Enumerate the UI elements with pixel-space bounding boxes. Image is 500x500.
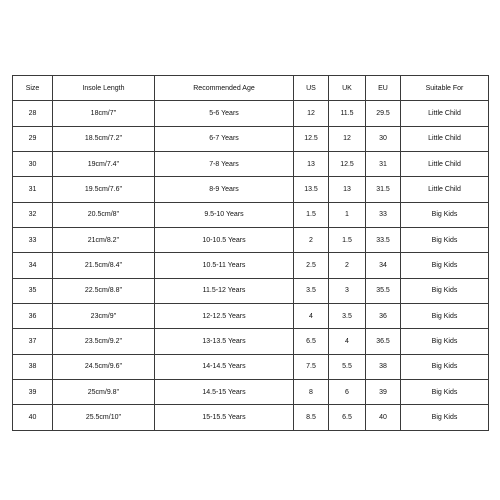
- header-recommended-age: Recommended Age: [155, 76, 294, 101]
- table-row: [13, 101, 489, 126]
- cell-size: 39: [13, 380, 53, 405]
- table-row: [13, 405, 489, 430]
- header-suitable-for: Suitable For: [401, 76, 489, 101]
- cell-recommended-age: 10-10.5 Years: [155, 228, 294, 253]
- cell-insole-length: 25.5cm/10'': [53, 405, 155, 430]
- cell-uk: 2: [329, 253, 366, 278]
- cell-eu: 33.5: [366, 228, 401, 253]
- cell-insole-length: 20.5cm/8'': [53, 202, 155, 227]
- cell-size: 36: [13, 304, 53, 329]
- cell-size: 38: [13, 354, 53, 379]
- cell-suitable-for: Big Kids: [401, 202, 489, 227]
- cell-uk: 12: [329, 126, 366, 151]
- table-row: [13, 202, 489, 227]
- cell-us: 13.5: [294, 177, 329, 202]
- cell-us: 12: [294, 101, 329, 126]
- cell-eu: 33: [366, 202, 401, 227]
- table-row: [13, 304, 489, 329]
- table-body: [13, 101, 489, 430]
- cell-uk: 6: [329, 380, 366, 405]
- cell-recommended-age: 8-9 Years: [155, 177, 294, 202]
- cell-recommended-age: 11.5-12 Years: [155, 278, 294, 303]
- cell-eu: 36.5: [366, 329, 401, 354]
- cell-insole-length: 19.5cm/7.6'': [53, 177, 155, 202]
- header-size: Size: [13, 76, 53, 101]
- cell-us: 8.5: [294, 405, 329, 430]
- cell-size: 35: [13, 278, 53, 303]
- cell-insole-length: 19cm/7.4'': [53, 152, 155, 177]
- cell-uk: 3: [329, 278, 366, 303]
- table-row: [13, 177, 489, 202]
- cell-uk: 1: [329, 202, 366, 227]
- cell-us: 8: [294, 380, 329, 405]
- cell-uk: 5.5: [329, 354, 366, 379]
- cell-uk: 12.5: [329, 152, 366, 177]
- cell-recommended-age: 5-6 Years: [155, 101, 294, 126]
- cell-suitable-for: Little Child: [401, 101, 489, 126]
- cell-suitable-for: Little Child: [401, 177, 489, 202]
- cell-suitable-for: Big Kids: [401, 380, 489, 405]
- cell-recommended-age: 6-7 Years: [155, 126, 294, 151]
- table-row: [13, 329, 489, 354]
- cell-insole-length: 25cm/9.8'': [53, 380, 155, 405]
- cell-size: 32: [13, 202, 53, 227]
- cell-suitable-for: Little Child: [401, 152, 489, 177]
- cell-us: 12.5: [294, 126, 329, 151]
- cell-size: 30: [13, 152, 53, 177]
- cell-eu: 36: [366, 304, 401, 329]
- cell-us: 13: [294, 152, 329, 177]
- cell-size: 29: [13, 126, 53, 151]
- cell-insole-length: 22.5cm/8.8'': [53, 278, 155, 303]
- cell-suitable-for: Big Kids: [401, 304, 489, 329]
- cell-us: 2: [294, 228, 329, 253]
- cell-insole-length: 18.5cm/7.2'': [53, 126, 155, 151]
- table-header-row: [13, 76, 489, 101]
- cell-uk: 13: [329, 177, 366, 202]
- table-row: [13, 380, 489, 405]
- cell-eu: 39: [366, 380, 401, 405]
- cell-eu: 30: [366, 126, 401, 151]
- size-chart-table: [12, 75, 489, 431]
- cell-insole-length: 23cm/9'': [53, 304, 155, 329]
- cell-insole-length: 21cm/8.2'': [53, 228, 155, 253]
- cell-us: 6.5: [294, 329, 329, 354]
- cell-recommended-age: 7-8 Years: [155, 152, 294, 177]
- cell-size: 33: [13, 228, 53, 253]
- cell-size: 37: [13, 329, 53, 354]
- table-row: [13, 228, 489, 253]
- cell-eu: 38: [366, 354, 401, 379]
- cell-us: 2.5: [294, 253, 329, 278]
- cell-recommended-age: 9.5-10 Years: [155, 202, 294, 227]
- cell-recommended-age: 14.5-15 Years: [155, 380, 294, 405]
- cell-eu: 35.5: [366, 278, 401, 303]
- header-eu: EU: [366, 76, 401, 101]
- cell-uk: 1.5: [329, 228, 366, 253]
- cell-suitable-for: Big Kids: [401, 278, 489, 303]
- cell-eu: 34: [366, 253, 401, 278]
- cell-size: 34: [13, 253, 53, 278]
- header-insole-length: Insole Length: [53, 76, 155, 101]
- table-row: [13, 253, 489, 278]
- cell-suitable-for: Little Child: [401, 126, 489, 151]
- cell-eu: 31.5: [366, 177, 401, 202]
- cell-recommended-age: 13-13.5 Years: [155, 329, 294, 354]
- cell-insole-length: 24.5cm/9.6'': [53, 354, 155, 379]
- cell-eu: 40: [366, 405, 401, 430]
- cell-uk: 3.5: [329, 304, 366, 329]
- header-us: US: [294, 76, 329, 101]
- cell-size: 31: [13, 177, 53, 202]
- cell-uk: 6.5: [329, 405, 366, 430]
- cell-recommended-age: 14-14.5 Years: [155, 354, 294, 379]
- table-row: [13, 152, 489, 177]
- cell-insole-length: 23.5cm/9.2'': [53, 329, 155, 354]
- cell-suitable-for: Big Kids: [401, 253, 489, 278]
- cell-suitable-for: Big Kids: [401, 228, 489, 253]
- table-row: [13, 354, 489, 379]
- cell-suitable-for: Big Kids: [401, 329, 489, 354]
- cell-us: 4: [294, 304, 329, 329]
- cell-us: 7.5: [294, 354, 329, 379]
- cell-uk: 4: [329, 329, 366, 354]
- cell-suitable-for: Big Kids: [401, 354, 489, 379]
- cell-eu: 29.5: [366, 101, 401, 126]
- cell-recommended-age: 15-15.5 Years: [155, 405, 294, 430]
- cell-suitable-for: Big Kids: [401, 405, 489, 430]
- table-row: [13, 126, 489, 151]
- cell-us: 1.5: [294, 202, 329, 227]
- table-row: [13, 278, 489, 303]
- cell-size: 28: [13, 101, 53, 126]
- cell-recommended-age: 12-12.5 Years: [155, 304, 294, 329]
- cell-insole-length: 18cm/7'': [53, 101, 155, 126]
- cell-uk: 11.5: [329, 101, 366, 126]
- cell-us: 3.5: [294, 278, 329, 303]
- cell-size: 40: [13, 405, 53, 430]
- cell-recommended-age: 10.5-11 Years: [155, 253, 294, 278]
- cell-insole-length: 21.5cm/8.4'': [53, 253, 155, 278]
- cell-eu: 31: [366, 152, 401, 177]
- header-uk: UK: [329, 76, 366, 101]
